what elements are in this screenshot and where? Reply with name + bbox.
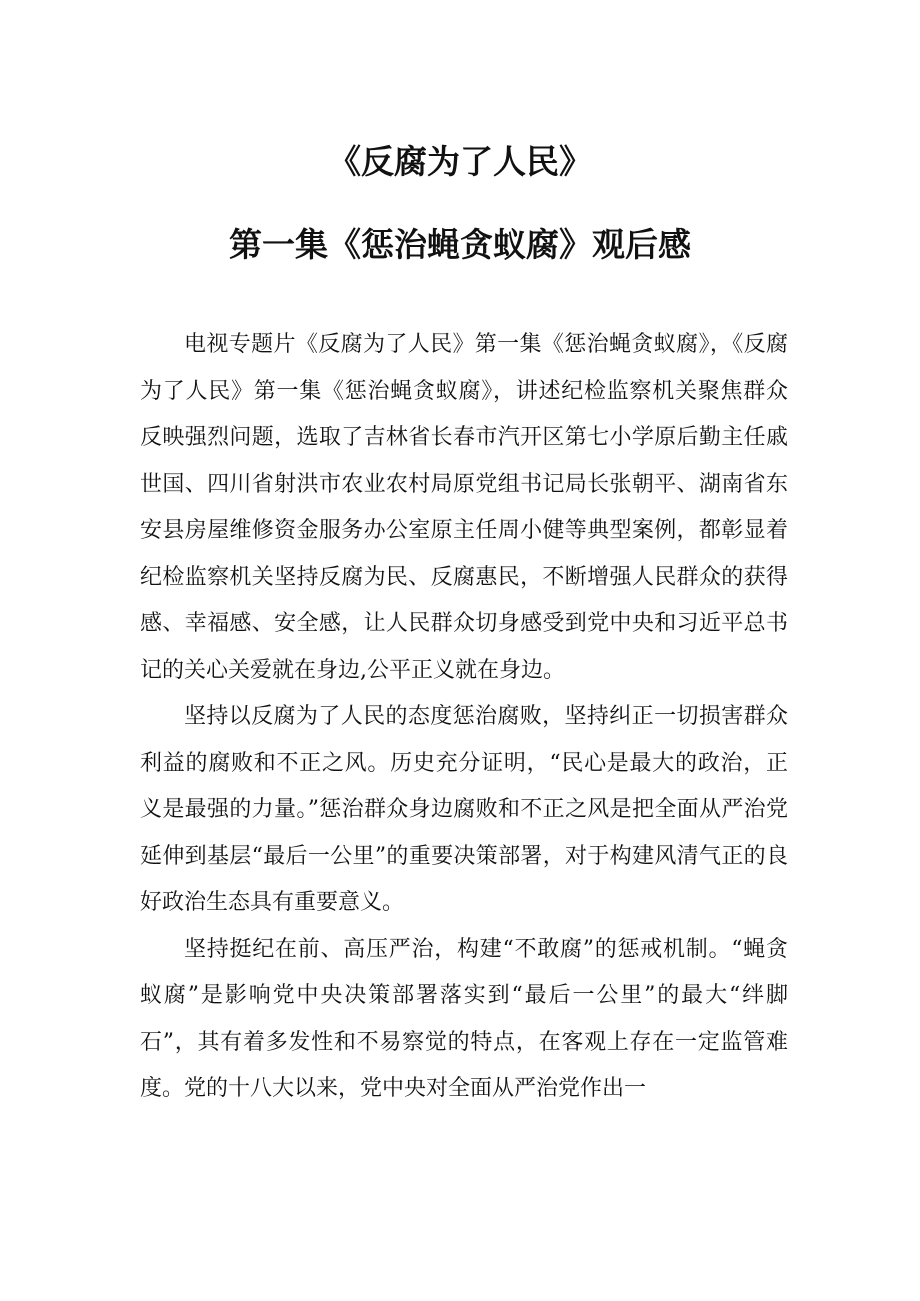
paragraph-2: 坚持以反腐为了人民的态度惩治腐败，坚持纠正一切损害群众利益的腐败和不正之风。历史充分证明，“民心是最大的政治，正义是最强的力量。”惩治群众身边腐败和不正之风是把全面从严治党延伸到基层“最后一公里”的重要决策部署，对于构建风清气正的良好政治生态具有重要意义。 xyxy=(140,704,788,915)
document-title: 《反腐为了人民》 xyxy=(328,142,592,181)
document-subtitle: 第一集《惩治蝇贪蚁腐》观后感 xyxy=(229,225,691,264)
document-body xyxy=(140,322,788,1113)
paragraph-1: 电视专题片《反腐为了人民》第一集《惩治蝇贪蚁腐》，《反腐为了人民》第一集《惩治蝇贪蚁腐》，讲述纪检监察机关聚焦群众反映强烈问题，选取了吉林省长春市汽开区第七小学原后勤主任戚世国、四川省射洪市农业农村局原党组书记局长张朝平、湖南省东安县房屋维修资金服务办公室原主任周小健等典型案例，都彰显着纪检监察机关坚持反腐为民、反腐惠民，不断增强人民群众的获得感、幸福感、安全感，让人民群众切身感受到党中央和习近平总书记的关心关爱就在身边,公平正义就在身边。 xyxy=(140,332,788,683)
paragraph-3: 坚持挺纪在前、高压严治，构建“不敢腐”的惩戒机制。“蝇贪蚁腐”是影响党中央决策部署落实到“最后一公里”的最大“绊脚石”，其有着多发性和不易察觉的特点，在客观上存在一定监管难度。党的十八大以来，党中央对全面从严治党作出一 xyxy=(140,936,788,1101)
